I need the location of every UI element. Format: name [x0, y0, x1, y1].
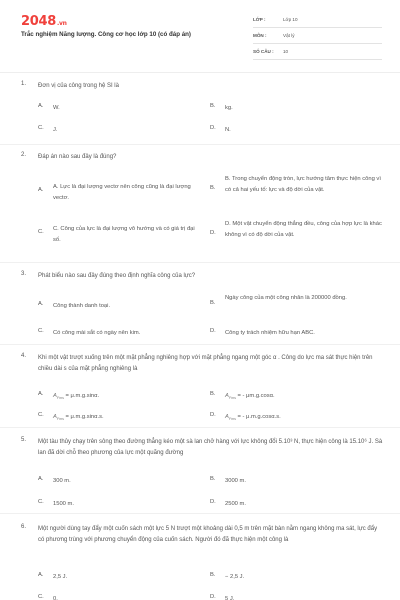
option-text [53, 412, 104, 425]
option-text: 3000 m. [225, 478, 246, 484]
info-label: LỚP : [253, 17, 266, 22]
question-divider [0, 427, 400, 428]
formula: = μ.m.g.sinα. [65, 393, 100, 399]
question-number: 4. [21, 353, 27, 359]
option-text: N. [225, 127, 231, 133]
option-text: 2,5 J. [53, 574, 68, 580]
option-text: 5 J. [225, 596, 235, 600]
option-text: J. [53, 127, 58, 133]
option-letter: B. [210, 572, 216, 578]
option-letter: D. [210, 125, 216, 131]
option-letter: D. [210, 594, 216, 600]
work-symbol: $A_{Fms}$ [225, 393, 236, 401]
info-row-subject [253, 30, 382, 44]
option-text: Công ty trách nhiệm hữu hạn ABC. [225, 330, 315, 336]
question-number: 5. [21, 437, 27, 443]
question-divider [0, 344, 400, 345]
info-value: Lớp 10 [283, 17, 298, 22]
page-title: Trắc nghiệm Năng lượng. Công cơ học lớp 10 (có đáp án) [21, 31, 191, 38]
question-text: Một người dùng tay đẩy một cuốn sách một lực 5 N trượt một khoảng dài 0,5 m trên mặt bàn nằm ngang không ma sát, lực đẩy có phương trùng với phương chuyển động của cuốn sách. Người đó đã thực hiện một công là [38, 526, 378, 543]
option-letter: C. [38, 125, 44, 131]
question-text: Đơn vị của công trong hệ SI là [38, 83, 119, 89]
question-text: Một tàu thủy chạy trên sông theo đường thẳng kéo một sà lan chở hàng với lực không đổi 5.10³ N, thực hiện công là 15.10⁶ J. Sà lan đã dời chỗ theo phương của lực một quãng đường [38, 439, 383, 456]
option-text: B. Trong chuyển động tròn, lực hướng tâm thực hiện công vì có cả hai yếu tố: lực và độ dời của vật. [225, 176, 381, 193]
option-letter: B. [210, 476, 216, 482]
question-text: Khi một vật trượt xuống trên một mặt phẳng nghiêng hợp với mặt phẳng ngang một góc α . Công do lực ma sát thực hiện trên chiều dài s của mặt phẳng nghiêng là [38, 355, 373, 372]
question-divider [0, 144, 400, 145]
option-text [225, 391, 275, 404]
option-text: 1500 m. [53, 501, 74, 507]
option-text: C. Công của lực là đại lượng vô hướng và có giá trị đại số. [53, 226, 195, 243]
option-letter: D. [210, 230, 216, 236]
option-letter: B. [210, 103, 216, 109]
option-text: D. Một vật chuyển động thẳng đều, công của hợp lực là khác không vì có độ dời của vật. [225, 221, 382, 238]
formula: = μ.m.g.sinα.s. [65, 414, 104, 420]
info-value: Vật lý [283, 33, 295, 38]
info-label: SỐ CÂU : [253, 49, 274, 54]
option-letter: B. [210, 185, 216, 191]
option-text [225, 412, 281, 425]
option-text: Có công mài sắt có ngày nên kim. [53, 330, 141, 336]
option-letter: B. [210, 391, 216, 397]
option-text: − 2,5 J. [225, 574, 245, 580]
header-divider [0, 72, 400, 73]
info-label: MÔN : [253, 33, 267, 38]
work-symbol: $A_{Fms}$ [53, 393, 64, 401]
info-panel [253, 14, 382, 62]
question-text: Đáp án nào sau đây là đúng? [38, 154, 117, 160]
logo-text: 2048 [21, 14, 56, 29]
formula: = - μ.m.g.cosα.s. [237, 414, 281, 420]
option-letter: A. [38, 187, 44, 193]
info-value: 10 [283, 49, 289, 54]
option-text: Ngày công của một công nhân là 200000 đồng. [225, 295, 347, 301]
option-letter: B. [210, 300, 216, 306]
option-letter: A. [38, 301, 44, 307]
site-logo[interactable] [21, 14, 67, 29]
work-symbol: $A_{Fms}$ [225, 414, 236, 422]
formula: = - μm.g.cosα. [237, 393, 275, 399]
option-letter: C. [38, 499, 44, 505]
question-number: 6. [21, 524, 27, 530]
info-row-class [253, 14, 382, 28]
option-letter: D. [210, 328, 216, 334]
option-text: 0. [53, 596, 58, 600]
option-text: 300 m. [53, 478, 71, 484]
question-divider [0, 513, 400, 514]
option-text [53, 391, 99, 404]
option-text: 2500 m. [225, 501, 246, 507]
option-letter: D. [210, 499, 216, 505]
option-letter: D. [210, 412, 216, 418]
option-text: kg. [225, 105, 233, 111]
option-letter: C. [38, 328, 44, 334]
option-letter: A. [38, 391, 44, 397]
option-letter: C. [38, 594, 44, 600]
option-letter: C. [38, 412, 44, 418]
option-text: Công thành danh toại. [53, 303, 111, 309]
option-letter: A. [38, 476, 44, 482]
option-text: W. [53, 105, 60, 111]
option-text: A. Lực là đại lượng vectơ nên công cũng là đại lượng vectơ. [53, 184, 191, 201]
header [0, 0, 400, 72]
logo-domain: .vn [56, 20, 67, 27]
question-number: 2. [21, 152, 27, 158]
option-letter: C. [38, 229, 44, 235]
option-letter: A. [38, 572, 44, 578]
question-text: Phát biểu nào sau đây đúng theo định nghĩa công của lực? [38, 273, 196, 279]
option-letter: A. [38, 103, 44, 109]
info-row-count [253, 46, 382, 60]
question-number: 1. [21, 81, 27, 87]
work-symbol: $A_{Fms}$ [53, 414, 64, 422]
question-divider [0, 262, 400, 263]
question-number: 3. [21, 271, 27, 277]
